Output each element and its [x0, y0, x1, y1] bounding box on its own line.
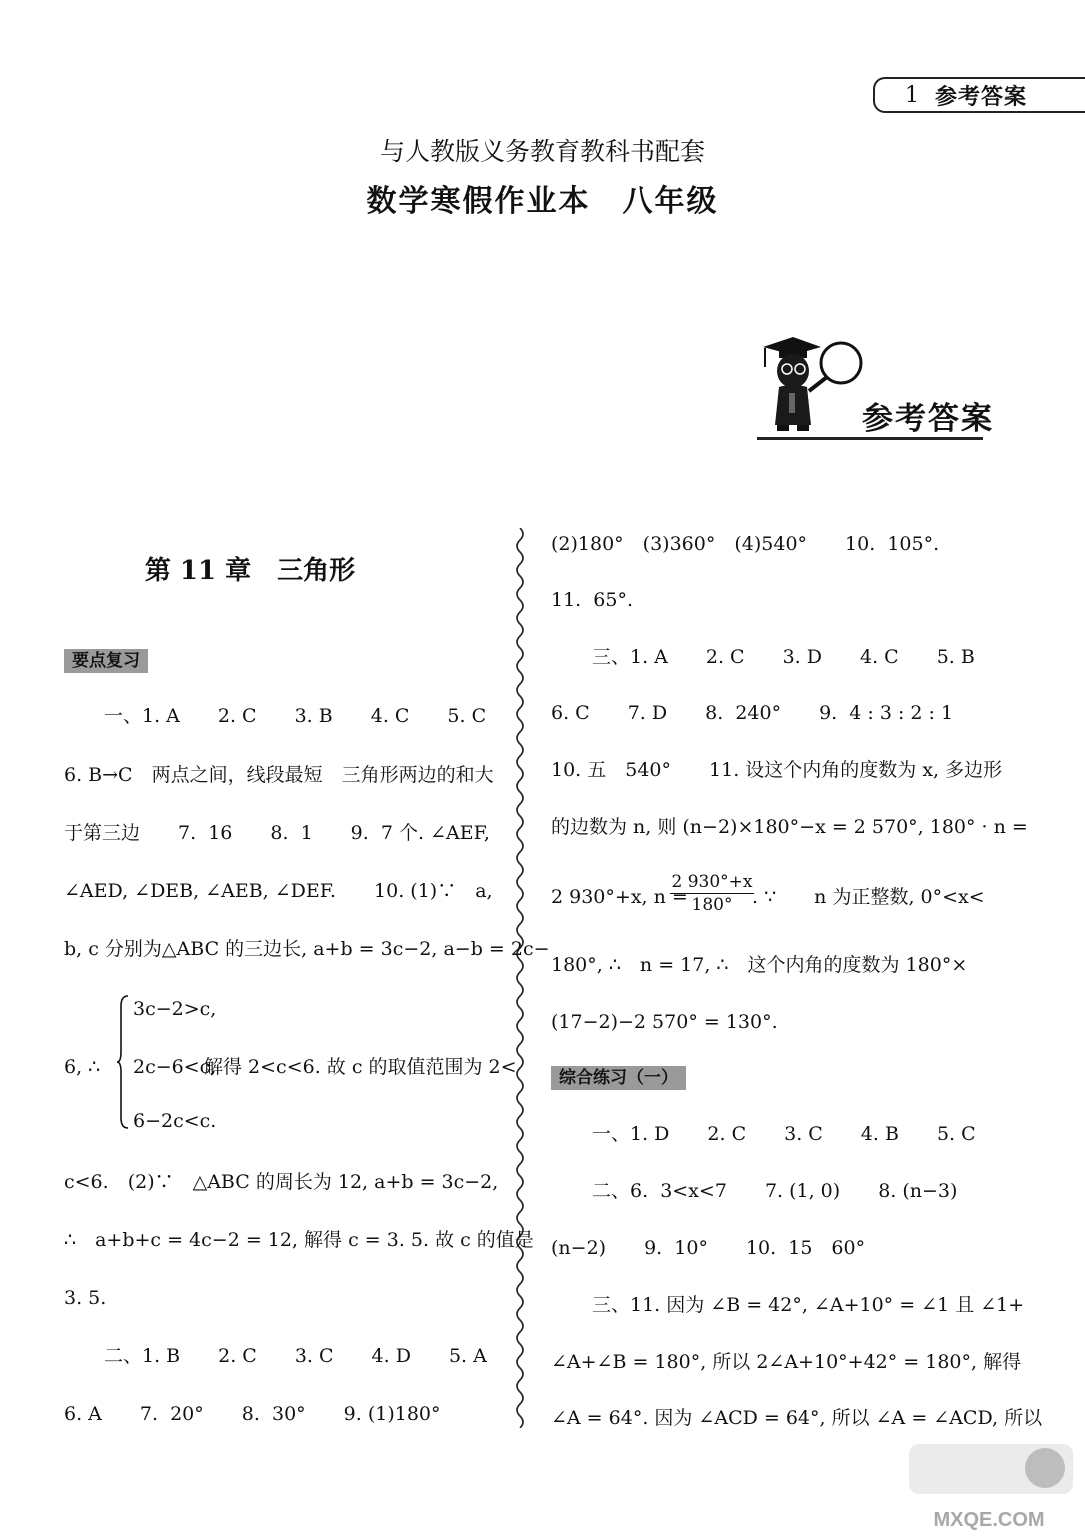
answer-line: (2)180° (3)360° (4)540° 10. 105°. — [551, 533, 940, 555]
book-title: 数学寒假作业本 八年级 — [366, 184, 719, 219]
answer-line: 180°, ∴ n = 17, ∴ 这个内角的度数为 180°× — [551, 954, 968, 976]
answer-line: 一、1. A 2. C 3. B 4. C 5. C — [104, 705, 487, 727]
column-divider — [510, 528, 530, 1428]
system-line: 3c−2>c, — [133, 998, 217, 1020]
answer-line: 6. C 7. D 8. 240° 9. 4 : 3 : 2 : 1 — [551, 702, 954, 724]
system-line: 6−2c<c. — [133, 1110, 217, 1132]
answer-line: ∠A+∠B = 180°, 所以 2∠A+10°+42° = 180°, 解得 — [551, 1351, 1022, 1373]
answer-line: 的边数为 n, 则 (n−2)×180°−x = 2 570°, 180° · n = — [551, 816, 1028, 838]
answer-line: 2 930°+x, n = — [551, 886, 688, 908]
answer-line: 11. 65°. — [551, 589, 634, 611]
chapter-title: 第 11 章 三角形 — [144, 556, 356, 586]
answer-line: 二、1. B 2. C 3. C 4. D 5. A — [104, 1345, 487, 1367]
answer-line: (n−2) 9. 10° 10. 15 60° — [551, 1237, 866, 1259]
answers-heading: 参考答案 — [862, 401, 994, 437]
section-label-practice: 综合练习（一） — [551, 1066, 686, 1090]
header-tab-title: 参考答案 — [935, 83, 1028, 110]
section-label-review: 要点复习 — [64, 649, 148, 673]
answer-line: 解得 2<c<6. 故 c 的取值范围为 2< — [204, 1056, 517, 1078]
answer-line: 三、1. A 2. C 3. D 4. C 5. B — [592, 646, 975, 668]
system-brace — [116, 994, 130, 1130]
fraction — [670, 871, 754, 916]
answer-line: . ∵ n 为正整数, 0°<x< — [752, 886, 985, 908]
fraction-denominator: 180° — [691, 895, 733, 915]
answer-line: b, c 分别为△ABC 的三边长, a+b = 3c−2, a−b = 2c− — [64, 938, 550, 960]
answer-line: ∠A = 64°. 因为 ∠ACD = 64°, 所以 ∠A = ∠ACD, 所以 — [551, 1407, 1043, 1429]
answers-heading-underline — [757, 437, 983, 440]
answer-line: c<6. (2)∵ △ABC 的周长为 12, a+b = 3c−2, — [64, 1171, 499, 1193]
answer-line: 6. B→C 两点之间，线段最短 三角形两边的和大 — [64, 764, 494, 786]
answer-line: 6. A 7. 20° 8. 30° 9. (1)180° — [64, 1403, 441, 1425]
page-header-tab — [873, 77, 1085, 113]
answer-line: 于第三边 7. 16 8. 1 9. 7 个. ∠AEF, — [64, 822, 490, 844]
answer-line: ∠AED, ∠DEB, ∠AEB, ∠DEF. 10. (1)∵ a, — [64, 880, 493, 902]
answer-line: 三、11. 因为 ∠B = 42°, ∠A+10° = ∠1 且 ∠1+ — [592, 1294, 1025, 1316]
answer-line: ∴ a+b+c = 4c−2 = 12, 解得 c = 3. 5. 故 c 的值是 — [64, 1229, 534, 1251]
fraction-numerator: 2 930°+x — [671, 872, 753, 892]
answer-line: 10. 五 540° 11. 设这个内角的度数为 x, 多边形 — [551, 759, 1003, 781]
answer-line: 6, ∴ — [64, 1056, 101, 1078]
graduate-mascot-icon — [755, 335, 865, 435]
system-line: 2c−6<c, — [133, 1056, 217, 1078]
watermark-logo — [905, 1440, 1077, 1532]
page-number: 1 — [905, 82, 919, 108]
watermark-text: MXQE.COM — [933, 1509, 1045, 1531]
answer-line: (17−2)−2 570° = 130°. — [551, 1011, 778, 1033]
book-supertitle: 与人教版义务教育教科书配套 — [379, 137, 705, 166]
answer-line: 一、1. D 2. C 3. C 4. B 5. C — [592, 1123, 976, 1145]
answer-line: 3. 5. — [64, 1287, 107, 1309]
answer-line: 二、6. 3<x<7 7. (1, 0) 8. (n−3) — [592, 1180, 958, 1202]
